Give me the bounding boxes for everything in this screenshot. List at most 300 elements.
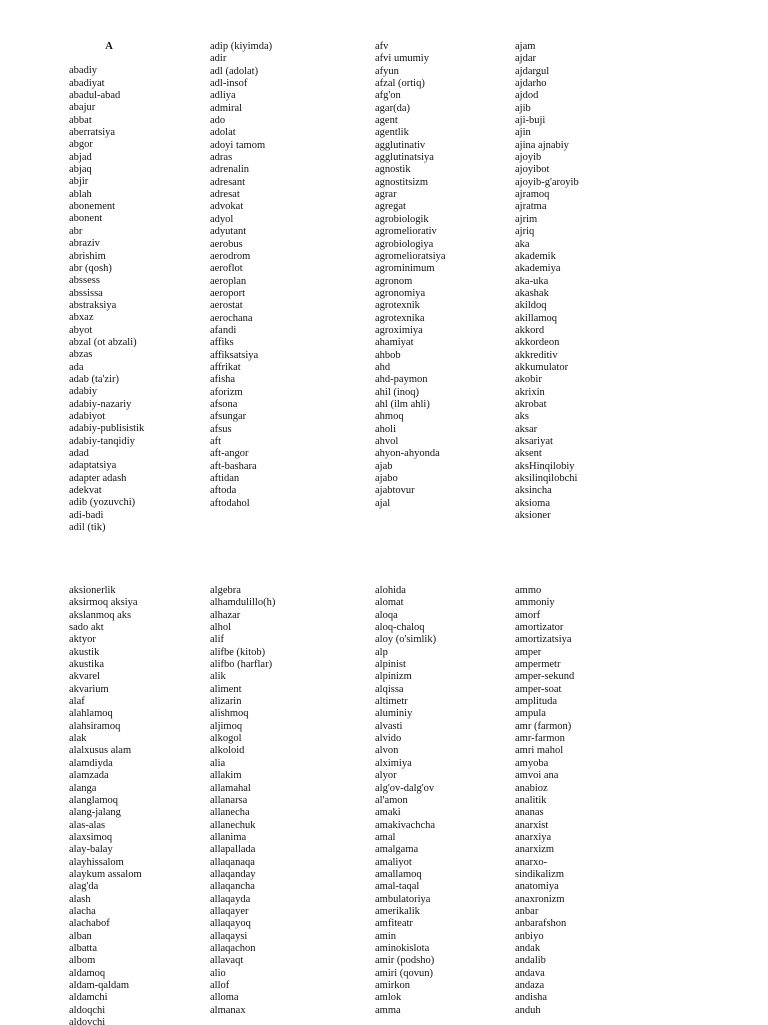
dictionary-word: alacha: [69, 905, 96, 917]
dictionary-word: amyoba: [515, 757, 549, 769]
word-list: [210, 41, 272, 510]
dictionary-word: ahd: [375, 361, 391, 373]
dictionary-word: afvi umumiy: [375, 53, 429, 65]
dictionary-word: allanecha: [210, 807, 250, 819]
dictionary-word: abadiy: [69, 65, 97, 77]
dictionary-word: ajoyibot: [515, 164, 550, 176]
word-column-3: [375, 585, 436, 1017]
dictionary-word: adabiy-tanqidiy: [69, 435, 135, 447]
dictionary-word: aksirmoq aksiya: [69, 597, 138, 609]
dictionary-word: ahbob: [375, 349, 401, 361]
word-list: [210, 585, 275, 1017]
dictionary-word: ampermetr: [515, 659, 561, 671]
dictionary-word: agroximiya: [375, 324, 423, 336]
dictionary-word: abyot: [69, 324, 93, 336]
dictionary-word: alyor: [375, 770, 397, 782]
dictionary-word: alif: [210, 634, 224, 646]
dictionary-word: allaqayer: [210, 905, 249, 917]
dictionary-word: abjaq: [69, 164, 92, 176]
dictionary-word: agrotexnik: [375, 300, 420, 312]
dictionary-word: alg'ov-dalg'ov: [375, 782, 435, 794]
dictionary-word: andaza: [515, 980, 545, 991]
dictionary-word: adresant: [210, 176, 245, 188]
dictionary-word: aft-angor: [210, 448, 249, 460]
dictionary-word: afsona: [210, 398, 238, 410]
dictionary-word: aerodrom: [210, 250, 251, 262]
dictionary-word: alay-balay: [69, 844, 113, 856]
dictionary-word: alag'da: [69, 881, 99, 893]
dictionary-word: aloy (o'simlik): [375, 634, 437, 646]
dictionary-word: aminokislota: [375, 942, 430, 954]
dictionary-word: sindikalizm: [515, 868, 564, 880]
dictionary-word: allapallada: [210, 844, 256, 856]
dictionary-word: aluminiy: [375, 708, 413, 720]
dictionary-word: abstraksiya: [69, 299, 117, 311]
dictionary-word: adapter adash: [69, 472, 127, 484]
dictionary-word: aljimoq: [210, 720, 243, 732]
dictionary-word: abr: [69, 225, 83, 237]
dictionary-word: abonent: [69, 213, 103, 225]
dictionary-word: adyol: [210, 213, 234, 225]
dictionary-word: akslanmoq aks: [69, 609, 132, 621]
dictionary-word: alaykum assalom: [69, 868, 142, 880]
dictionary-word: ahamiyat: [375, 337, 414, 349]
dictionary-word: allaqayda: [210, 893, 251, 905]
dictionary-word: adolat: [210, 127, 236, 139]
word-column-4: [515, 585, 574, 1017]
dictionary-word: agrominimum: [375, 263, 435, 275]
dictionary-word: amper-sekund: [515, 671, 575, 683]
dictionary-word: alpinist: [375, 659, 406, 671]
dictionary-word: alifbe (kitob): [210, 646, 266, 658]
dictionary-word: amplituda: [515, 696, 557, 708]
dictionary-word: affiksatsiya: [210, 349, 259, 361]
dictionary-word: adl-insof: [210, 78, 248, 90]
dictionary-word: amalgama: [375, 844, 419, 856]
word-column-1: [69, 585, 142, 1025]
dictionary-word: analitik: [515, 794, 547, 806]
dictionary-word: agregat: [375, 201, 406, 213]
dictionary-word: ambulatoriya: [375, 893, 431, 905]
dictionary-word: amper: [515, 646, 542, 658]
word-column-2: [210, 41, 272, 510]
dictionary-word: alhol: [210, 622, 231, 634]
dictionary-word: allanechuk: [210, 819, 256, 831]
dictionary-word: anbiyo: [515, 930, 544, 942]
dictionary-word: alifbo (harflar): [210, 659, 273, 671]
dictionary-word: ajdargul: [515, 65, 550, 77]
dictionary-word: akkordeon: [515, 337, 560, 349]
dictionary-word: alik: [210, 671, 226, 683]
dictionary-word: afzal (ortiq): [375, 78, 425, 90]
dictionary-word: adresat: [210, 189, 240, 201]
dictionary-word: aft-bashara: [210, 460, 257, 472]
dictionary-word: alanglamoq: [69, 794, 118, 806]
word-column-4: [515, 41, 579, 522]
dictionary-word: aldam-qaldam: [69, 980, 130, 991]
dictionary-word: aeroplan: [210, 275, 247, 287]
dictionary-word: alkoloid: [210, 745, 245, 757]
dictionary-word: afg'on: [375, 90, 401, 102]
dictionary-word: agromeliorativ: [375, 226, 437, 238]
dictionary-word: amlok: [375, 992, 402, 1004]
dictionary-word: anarxizm: [515, 844, 555, 856]
dictionary-word: aldamchi: [69, 992, 108, 1004]
dictionary-word: adil (tik): [69, 522, 106, 534]
dictionary-word: allaqancha: [210, 881, 255, 893]
dictionary-word: alp: [375, 646, 388, 658]
dictionary-word: anatomiya: [515, 881, 559, 893]
dictionary-word: alamdiyda: [69, 757, 113, 769]
dictionary-word: alohida: [375, 585, 406, 596]
dictionary-word: akademiya: [515, 263, 561, 275]
dictionary-word: ahyon-ahyonda: [375, 448, 440, 460]
dictionary-word: agglutinativ: [375, 139, 426, 151]
dictionary-word: ajabo: [375, 473, 398, 485]
dictionary-word: alahsiramoq: [69, 720, 121, 732]
dictionary-word: amallamoq: [375, 868, 422, 880]
dictionary-word: aksent: [515, 448, 542, 460]
dictionary-word: anabioz: [515, 782, 548, 794]
dictionary-word: aldoqchi: [69, 1004, 106, 1016]
dictionary-word: agar(da): [375, 102, 410, 114]
dictionary-word: ahl (ilm ahli): [375, 398, 430, 410]
dictionary-word: abxaz: [69, 312, 94, 324]
dictionary-word: aksilinqilobchi: [515, 473, 578, 485]
dictionary-word: adyutant: [210, 226, 247, 238]
dictionary-word: akrobat: [515, 398, 547, 410]
dictionary-word: akustika: [69, 659, 104, 671]
dictionary-word: allavaqt: [210, 955, 244, 967]
dictionary-word: agentlik: [375, 127, 409, 139]
dictionary-word: advokat: [210, 201, 244, 213]
dictionary-word: alalxusus alam: [69, 745, 132, 757]
word-list: [515, 41, 579, 522]
dictionary-word: alayhissalom: [69, 856, 124, 868]
dictionary-word: amr-farmon: [515, 733, 565, 745]
word-column-1: [69, 41, 149, 534]
dictionary-word: ahil (inoq): [375, 386, 420, 398]
dictionary-word: amakivachcha: [375, 819, 436, 831]
dictionary-word: abadiyat: [69, 77, 105, 89]
dictionary-word: affrikat: [210, 361, 241, 373]
dictionary-word: allaqaysi: [210, 930, 248, 942]
dictionary-word: ajdar: [515, 53, 536, 65]
dictionary-word: ajratma: [515, 201, 547, 213]
dictionary-word: alqissa: [375, 683, 404, 695]
dictionary-word: alvasti: [375, 720, 403, 732]
dictionary-word: alpinizm: [375, 671, 412, 683]
dictionary-word: anarxiya: [515, 831, 552, 843]
dictionary-word: aksar: [515, 423, 538, 435]
dictionary-word: adekvat: [69, 485, 102, 497]
dictionary-word: amortizator: [515, 622, 564, 634]
dictionary-word: adip (kiyimda): [210, 41, 273, 52]
dictionary-word: alak: [69, 733, 87, 745]
dictionary-word: andisha: [515, 992, 548, 1004]
dictionary-word: allaqayoq: [210, 918, 251, 930]
dictionary-word: andava: [515, 967, 545, 979]
dictionary-word: afandi: [210, 324, 237, 336]
dictionary-word: sado akt: [69, 622, 104, 634]
dictionary-word: agronomiya: [375, 287, 426, 299]
word-list: [69, 65, 149, 534]
dictionary-word: akildoq: [515, 300, 547, 312]
word-list: [375, 41, 446, 510]
dictionary-word: ajdarho: [515, 78, 547, 90]
dictionary-word: andak: [515, 942, 541, 954]
dictionary-word: akvarium: [69, 683, 109, 695]
dictionary-word: aldovchi: [69, 1017, 106, 1025]
dictionary-word: aksionerlik: [69, 585, 116, 596]
dictionary-word: abadul-abad: [69, 90, 121, 102]
dictionary-word: allaqachon: [210, 942, 256, 954]
dictionary-word: akobir: [515, 374, 542, 386]
dictionary-word: akustik: [69, 646, 100, 658]
dictionary-word: aerostat: [210, 300, 243, 312]
dictionary-word: ado: [210, 115, 226, 127]
dictionary-word: algebra: [210, 585, 241, 596]
dictionary-word: alhazar: [210, 609, 241, 621]
dictionary-word: adliya: [210, 90, 236, 102]
dictionary-word: adabiy: [69, 386, 97, 398]
dictionary-word: afyun: [375, 65, 399, 77]
dictionary-word: alximiya: [375, 757, 412, 769]
dictionary-word: alahlamoq: [69, 708, 113, 720]
dictionary-word: ajina ajnabiy: [515, 139, 569, 151]
dictionary-word: ahmoq: [375, 411, 404, 423]
dictionary-word: amaki: [375, 807, 401, 819]
dictionary-word: akvarel: [69, 671, 100, 683]
dictionary-word: aksincha: [515, 485, 552, 497]
dictionary-word: aholi: [375, 423, 396, 435]
dictionary-word: abraziv: [69, 238, 100, 250]
dictionary-word: afsungar: [210, 411, 247, 423]
dictionary-word: aka-uka: [515, 275, 549, 287]
dictionary-word: adi-badi: [69, 509, 104, 521]
dictionary-word: amorf: [515, 609, 541, 621]
dictionary-word: amal: [375, 831, 396, 843]
dictionary-word: alamzada: [69, 770, 109, 782]
dictionary-word: aftodahol: [210, 497, 250, 509]
dictionary-word: adl (adolat): [210, 65, 259, 77]
dictionary-word: anbar: [515, 905, 539, 917]
word-list: [375, 585, 436, 1017]
dictionary-word: abrishim: [69, 250, 106, 262]
dictionary-word: aerobus: [210, 238, 243, 250]
dictionary-word: agrotexnika: [375, 312, 425, 324]
dictionary-word: adrenalin: [210, 164, 250, 176]
dictionary-word: agromelioratsiya: [375, 250, 446, 262]
dictionary-word: alachabof: [69, 918, 110, 930]
dictionary-word: alizarin: [210, 696, 242, 708]
dictionary-word: ablah: [69, 188, 92, 200]
dictionary-word: abajur: [69, 102, 96, 114]
dictionary-word: agronom: [375, 275, 413, 287]
dictionary-word: adaptatsiya: [69, 460, 117, 472]
dictionary-word: amirkon: [375, 980, 410, 991]
dictionary-word: alash: [69, 893, 91, 905]
dictionary-word: amri mahol: [515, 745, 564, 757]
dictionary-word: adad: [69, 448, 89, 459]
dictionary-word: alban: [69, 930, 92, 942]
dictionary-word: amiri (qovun): [375, 967, 434, 979]
dictionary-word: ajramoq: [515, 189, 550, 201]
dictionary-word: andalib: [515, 955, 546, 967]
section-heading: A: [105, 41, 113, 52]
dictionary-word: aksariyat: [515, 436, 553, 447]
word-column-2: [210, 585, 275, 1017]
dictionary-word: amaliyot: [375, 856, 412, 868]
dictionary-word: anbarafshon: [515, 918, 567, 930]
dictionary-word: agent: [375, 115, 398, 127]
dictionary-word: abzas: [69, 349, 93, 361]
dictionary-word: ammo: [515, 585, 542, 596]
dictionary-word: ajabtovur: [375, 485, 415, 497]
dictionary-word: aeroflot: [210, 263, 243, 275]
dictionary-word: amal-taqal: [375, 881, 420, 893]
dictionary-word: allanarsa: [210, 794, 248, 806]
dictionary-word: akkord: [515, 324, 545, 336]
dictionary-word: ajab: [375, 460, 393, 472]
dictionary-word: allaqanaqa: [210, 856, 255, 868]
dictionary-word: abzal (ot abzali): [69, 336, 137, 348]
dictionary-word: akillamoq: [515, 312, 557, 324]
dictionary-word: al'amon: [375, 794, 408, 806]
dictionary-word: afisha: [210, 374, 236, 386]
dictionary-word: allamahal: [210, 782, 251, 794]
dictionary-word: amvoi ana: [515, 770, 559, 782]
dictionary-word: alio: [210, 967, 226, 979]
dictionary-word: adab (ta'zir): [69, 373, 119, 385]
dictionary-word: akkreditiv: [515, 349, 558, 361]
dictionary-word: alomat: [375, 597, 404, 609]
dictionary-word: abonement: [69, 201, 116, 213]
dictionary-word: allakim: [210, 770, 242, 782]
dictionary-word: aksHinqilobiy: [515, 460, 575, 472]
dictionary-word: alhamdulillo(h): [210, 597, 276, 609]
dictionary-word: adabiy-nazariy: [69, 398, 132, 410]
dictionary-word: adabiy-publisistik: [69, 423, 145, 435]
dictionary-word: aftoda: [210, 485, 237, 497]
dictionary-word: allanima: [210, 831, 247, 843]
dictionary-word: ajoyib-g'aroyib: [515, 176, 579, 188]
dictionary-word: allof: [210, 980, 230, 991]
dictionary-word: alkogol: [210, 733, 242, 745]
dictionary-word: ajam: [515, 41, 536, 52]
dictionary-word: abbat: [69, 114, 92, 126]
dictionary-word: aksioner: [515, 510, 551, 522]
dictionary-word: aftidan: [210, 473, 240, 485]
dictionary-word: aeroport: [210, 287, 245, 299]
dictionary-word: alvon: [375, 745, 399, 757]
dictionary-word: abssissa: [69, 287, 103, 299]
dictionary-word: adir: [210, 53, 227, 65]
dictionary-word: agnostik: [375, 164, 411, 176]
dictionary-word: ahd-paymon: [375, 374, 428, 386]
word-list: [515, 585, 574, 1017]
dictionary-word: aksioma: [515, 497, 550, 509]
dictionary-word: alaf: [69, 696, 85, 708]
dictionary-word: ahvol: [375, 436, 399, 447]
dictionary-word: ada: [69, 361, 84, 373]
dictionary-word: aks: [515, 411, 529, 423]
dictionary-section-a: [0, 41, 768, 541]
word-list: [69, 585, 142, 1025]
dictionary-word: aloqa: [375, 609, 398, 621]
dictionary-word: affiks: [210, 337, 234, 349]
dictionary-word: aloq-chaloq: [375, 622, 425, 634]
dictionary-word: akashak: [515, 287, 549, 299]
dictionary-word: amr (farmon): [515, 720, 572, 732]
dictionary-word: afsus: [210, 423, 232, 435]
dictionary-word: ajriq: [515, 226, 535, 238]
dictionary-word: abjad: [69, 151, 92, 163]
dictionary-word: ananas: [515, 807, 544, 819]
dictionary-word: abjir: [69, 176, 89, 188]
dictionary-word: ajal: [375, 497, 391, 509]
dictionary-word: adabiyot: [69, 410, 106, 422]
dictionary-word: aldamoq: [69, 967, 106, 979]
dictionary-word: akkumulator: [515, 361, 569, 373]
dictionary-word: ajdod: [515, 90, 539, 102]
dictionary-word: abssess: [69, 275, 100, 287]
dictionary-word: altimetr: [375, 696, 408, 708]
dictionary-word: amper-soat: [515, 683, 562, 695]
dictionary-word: albatta: [69, 942, 97, 954]
dictionary-word: abgor: [69, 139, 93, 151]
dictionary-word: amerikalik: [375, 905, 420, 917]
dictionary-word: afv: [375, 41, 389, 52]
dictionary-word: alanga: [69, 782, 97, 794]
dictionary-word: alvido: [375, 733, 402, 745]
dictionary-word: aerochana: [210, 312, 253, 324]
dictionary-word: amma: [375, 1004, 401, 1016]
dictionary-word: abr (qosh): [69, 262, 112, 274]
dictionary-word: ajib: [515, 102, 531, 114]
dictionary-word: amfiteatr: [375, 918, 413, 930]
dictionary-word: anarxo-: [515, 856, 548, 868]
dictionary-word: anaxronizm: [515, 893, 565, 905]
dictionary-word: aft: [210, 436, 222, 447]
dictionary-word: agrobiologik: [375, 213, 429, 225]
dictionary-word: anarxist: [515, 819, 549, 831]
dictionary-word: almanax: [210, 1004, 246, 1016]
dictionary-word: agnostitsizm: [375, 176, 429, 188]
dictionary-word: adib (yozuvchi): [69, 497, 136, 509]
dictionary-word: aforizm: [210, 386, 243, 398]
dictionary-word: akrixin: [515, 386, 545, 398]
dictionary-word: ajin: [515, 127, 531, 139]
dictionary-word: ajoyib: [515, 152, 542, 164]
dictionary-word: amin: [375, 930, 396, 942]
dictionary-word: alia: [210, 757, 226, 769]
word-column-3: [375, 41, 446, 510]
dictionary-word: anduh: [515, 1004, 541, 1016]
dictionary-word: amortizatsiya: [515, 634, 572, 646]
dictionary-word: adras: [210, 152, 233, 164]
dictionary-word: akademik: [515, 250, 556, 262]
dictionary-word: agrobiologiya: [375, 238, 434, 250]
dictionary-word: aliment: [210, 683, 242, 695]
dictionary-word: admiral: [210, 102, 243, 114]
dictionary-section-a-continued: [0, 585, 768, 1025]
dictionary-word: ammoniy: [515, 597, 555, 609]
dictionary-word: aktyor: [69, 634, 96, 646]
dictionary-word: alloma: [210, 992, 239, 1004]
dictionary-word: adoyi tamom: [210, 139, 266, 151]
dictionary-word: ampula: [515, 708, 546, 720]
